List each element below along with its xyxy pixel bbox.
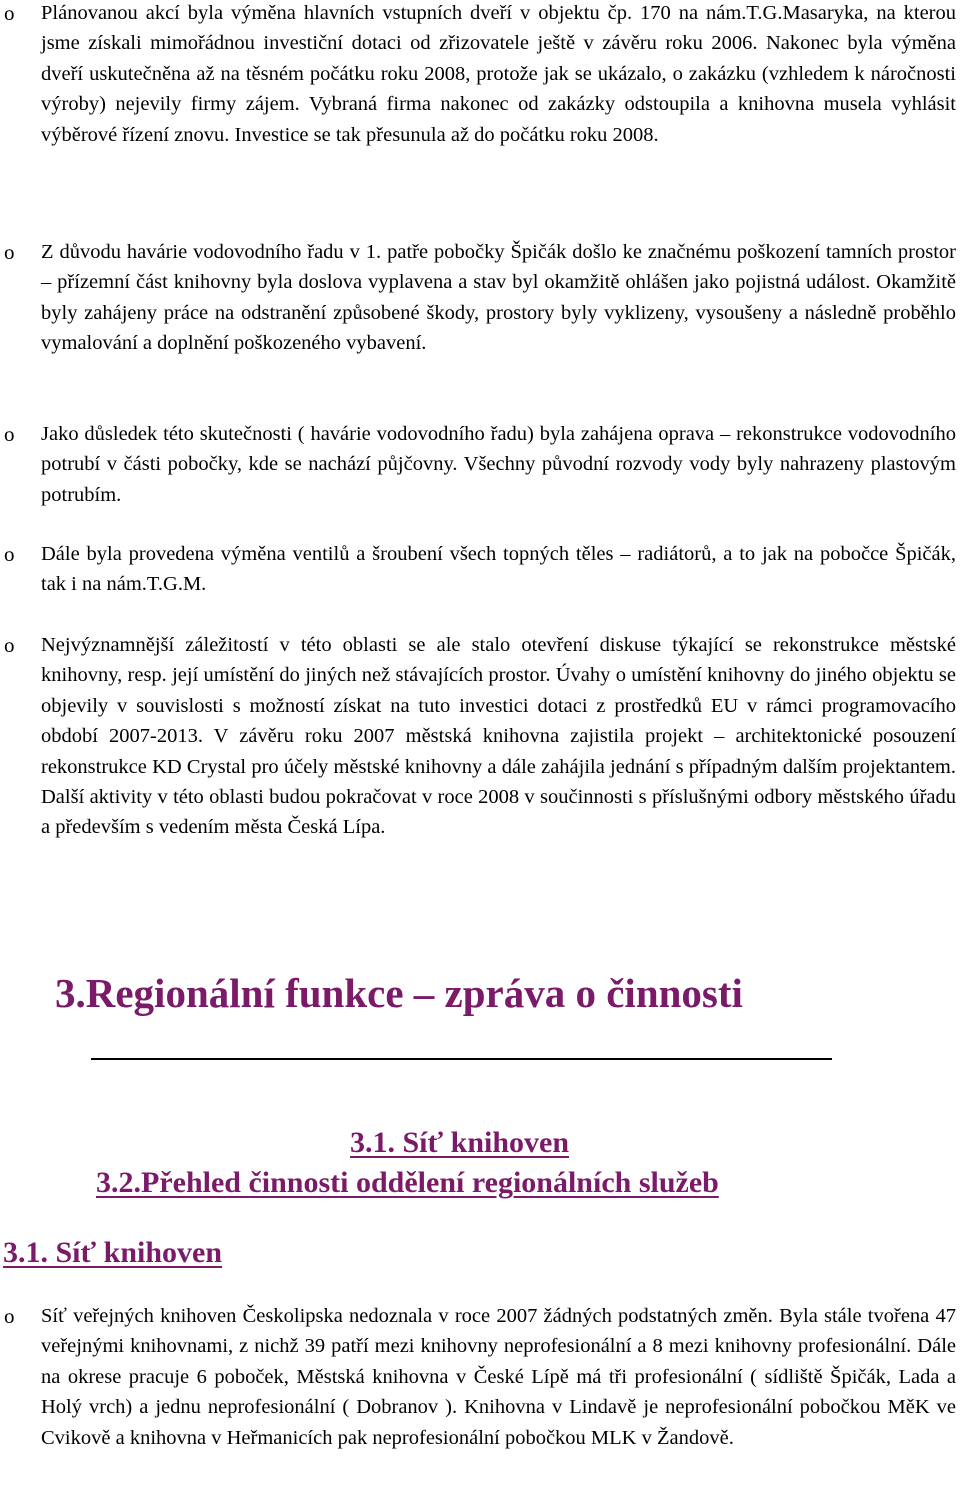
bullet-marker: o <box>4 633 15 657</box>
horizontal-rule <box>91 1058 832 1060</box>
paragraph-doors-replacement: Plánovanou akcí byla výměna hlavních vstupních dveří v objektu čp. 170 na nám.T.G.Masaryka, na kterou jsme získali mimořádnou investiční dotaci od zřizovatele ještě v závěru roku 2006. Nakonec byla výměna dveří uskutečněna až na těsném počátku roku 2008, protože jak se ukázalo, o zakázku (vzhledem k náročnosti výroby) nejevily firmy zájem. Vybraná firma nakonec od zakázky odstoupila a knihovna musela vyhlásit výběrové řízení znovu. Investice se tak přesunula až do počátku roku 2008. <box>41 2 956 146</box>
list-item <box>0 0 960 150</box>
bullet-marker: o <box>4 422 15 446</box>
paragraph-library-network: Síť veřejných knihoven Českolipska nedoznala v roce 2007 žádných podstatných změn. Byla stále tvořena 47 veřejnými knihovnami, z nichž 39 patří mezi knihovny neprofesionální a 8 mezi knihovny profesionální. Dále na okrese pracuje 6 poboček, Městská knihovna v České Lípě má tři profesionální ( sídliště Špičák, Lada a Holý vrch) a jednu neprofesionální ( Dobranov ). Knihovna v Lindavě je neprofesionální pobočkou MěK ve Cvikově a knihovna v Heřmanicích pak neprofesionální pobočkou MLK v Žandově. <box>41 1305 956 1449</box>
subheading-library-network-repeat: 3.1. Síť knihoven <box>3 1236 223 1269</box>
bullet-marker: o <box>4 240 15 264</box>
list-item <box>0 237 960 359</box>
paragraph-radiator-valves: Dále byla provedena výměna ventilů a šroubení všech topných těles – radiátorů, a to jak na pobočce Špičák, tak i na nám.T.G.M. <box>41 543 956 596</box>
list-item <box>0 539 960 600</box>
list-item <box>0 419 960 510</box>
section-heading: 3.Regionální funkce – zpráva o činnosti <box>55 970 743 1016</box>
bullet-marker: o <box>4 1 15 25</box>
paragraph-water-damage: Z důvodu havárie vodovodního řadu v 1. patře pobočky Špičák došlo ke značnému poškození tamních prostor – přízemní část knihovny byla doslova vyplavena a stav byl okamžitě ohlášen jako pojistná událost. Okamžitě byly zahájeny práce na odstranění způsobené škody, prostory byly vyklizeny, vysoušeny a následně proběhlo vymalování a doplnění poškozeného vybavení. <box>41 241 956 355</box>
paragraph-pipe-repair: Jako důsledek této skutečnosti ( havárie vodovodního řadu) byla zahájena oprava – rekonstrukce vodovodního potrubí v části pobočky, kde se nachází půjčovny. Všechny původní rozvody vody byly nahrazeny plastovým potrubím. <box>41 423 956 506</box>
subheading-regional-services: 3.2.Přehled činnosti oddělení regionálních služeb <box>96 1166 719 1199</box>
bullet-marker: o <box>4 1304 15 1328</box>
bullet-marker: o <box>4 542 15 566</box>
paragraph-library-reconstruction: Nejvýznamnější záležitostí v této oblasti se ale stalo otevření diskuse týkající se rekonstrukce městské knihovny, resp. její umístění do jiných než stávajících prostor. Úvahy o umístění knihovny do jiného objektu se objevily v souvislosti s možností získat na tuto investici dotaci z prostředků EU v rámci programovacího období 2007-2013. V závěru roku 2007 městská knihovna zajistila projekt – architektonické posouzení rekonstrukce KD Crystal pro účely městské knihovny a dále zahájila jednání s případným dalším projektantem. Další aktivity v této oblasti budou pokračovat v roce 2008 v součinnosti s příslušnými odbory městského úřadu a především s vedením města Česká Lípa. <box>41 634 956 839</box>
list-item <box>0 630 960 843</box>
subheading-library-network: 3.1. Síť knihoven <box>350 1126 570 1159</box>
list-item <box>0 1301 960 1453</box>
